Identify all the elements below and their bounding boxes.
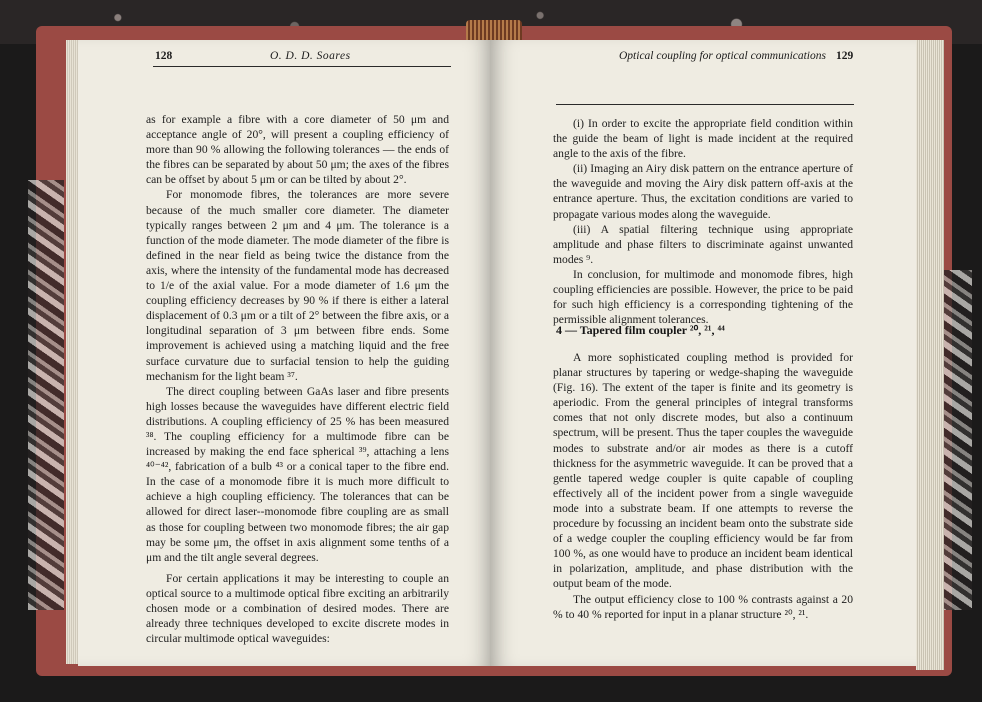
right-page-body-top [553,116,853,327]
right-page-body-bottom [553,350,853,622]
right-paragraph-4: In conclusion, for multimode and monomode fibres, high coupling efficiencies are possible. However, the price to be paid for such high efficiency is a corresponding tightening of the permissible alignment tolerances. [553,267,853,327]
left-paragraph-4: For certain applications it may be interesting to couple an optical source to a multimode optical fibre exciting an arbitrarily chosen mode or a combination of desired modes. There are already three techniques developed to excite discrete modes in circular multimode optical waveguides: [146,571,449,646]
left-header-rule [153,66,451,67]
marbled-cover-left [28,180,64,610]
left-page-body [146,112,449,646]
left-paragraph-2: For monomode fibres, the tolerances are more severe because of the much smaller core diameter. The diameter typically ranges between 2 μm and 4 μm. The tolerance is a function of the mode diameter. The mode diameter of the fibre is defined in the near field as being twice the distance from the axis, where the intensity of the fundamental mode has decreased to 1/e of the axial value. For a mode diameter of 1.6 μm the coupling efficiency decreases by 90 % if there is either a lateral displacement of 0.3 μm or a tilt of 2° between the fibre axis, or a longitudinal separation of 3 μm between fibre ends. Some improvement is achieved using a matching liquid and the free surface curvature due to surfacial tension to help the guiding mechanism for the light beam ³⁷. [146,188,449,383]
right-paragraph-3: (iii) A spatial filtering technique using appropriate amplitude and phase filters to discriminate against unwanted modes ⁹. [553,222,853,266]
page-edges-right [916,40,944,670]
right-paragraph-6: The output efficiency close to 100 % contrasts against a 20 % to 40 % reported for input in a planar structure ²⁰, ²¹. [553,592,853,621]
left-paragraph-1: as for example a fibre with a core diameter of 50 μm and acceptance angle of 20°, will present a coupling efficiency of more than 90 % allowing the following tolerances — the ends of the fibres can be separated by about 50 μm; the axes of the fibres can be offset by about 5 μm or can be tilted by about 2°. [146,113,449,187]
right-header-rule [556,104,854,105]
right-page-number: 129 [836,50,854,62]
section-heading: 4 — Tapered film coupler ²⁰, ²¹, ⁴⁴ [556,323,725,337]
right-paragraph-5: A more sophisticated coupling method is provided for planar structures by tapering or wedge-shaping the waveguide (Fig. 16). The extent of the taper is finite and its geometry is aperiodic. From the general principles of integral transforms comes that not only discrete modes, but also a continuum spectrum, will be present. Thus the taper couples the waveguide modes to substrate and/or air modes as there is a cutoff thickness for the asymmetric waveguide. It can be proved that a gentle tapered wedge coupler is quite capable of coupling effectively all of the incident power from a single waveguide mode into a substrate beam. If one attempts to reverse the procedure by focussing an incident beam onto the substrate side of a wedge coupler the coupling efficiency would be far from 100 %, as one would have to produce an incident beam identical in polarization, amplitude, and phase distribution with the output beam of the mode. [553,351,853,591]
left-paragraph-3: The direct coupling between GaAs laser and fibre presents high losses because the waveguides have different electric field distributions. A coupling efficiency of 25 % has been measured ³⁸. The coupling efficiency for a multimode fibre can be increased by making the end face spherical ³⁹, attaching a lens ⁴⁰⁻⁴², fabrication of a bulb ⁴³ or a conical taper to the fibre end. In the case of a monomode fibre it is much more difficult to achieve a high coupling efficiency. The tolerances that can be allowed for direct laser--monomode fibre coupling are as small as those for coupling between two monomode fibres; the air gap may be some μm, the offset in axis alignment some tenths of a μm and the tilt angle several degrees. [146,384,449,564]
left-running-head: O. D. D. Soares [270,50,351,62]
right-running-head: Optical coupling for optical communications [619,50,826,62]
right-paragraph-1: (i) In order to excite the appropriate field condition within the guide the beam of light is made incident at the required angle to the axis of the fibre. [553,117,853,161]
left-page-number: 128 [155,50,173,62]
page-edges-left [66,40,78,664]
right-paragraph-2: (ii) Imaging an Airy disk pattern on the entrance aperture of the waveguide and moving the Airy disk pattern off-axis at the entrance aperture. Thus, the excitation conditions are varied to propagate various modes along the waveguide. [553,162,853,221]
